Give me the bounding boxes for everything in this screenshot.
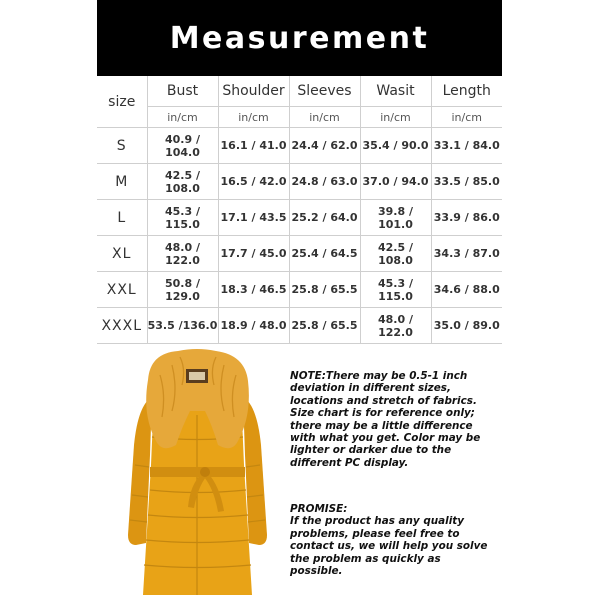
column-header-sleeves: Sleeves [289,76,360,107]
table-row [97,236,502,272]
table-cell: 34.6 / 88.0 [431,272,502,308]
unit-label: in/cm [431,107,502,128]
table-cell: 16.5 / 42.0 [218,164,289,200]
coat-product-image [120,345,275,600]
table-cell: 35.4 / 90.0 [360,128,431,164]
column-header-length: Length [431,76,502,107]
column-header-shoulder: Shoulder [218,76,289,107]
unit-label: in/cm [360,107,431,128]
size-column-header: size [97,76,147,128]
unit-label: in/cm [147,107,218,128]
size-label: XL [97,236,147,272]
table-cell: 50.8 / 129.0 [147,272,218,308]
page-title: Measurement [169,20,430,56]
table-cell: 17.7 / 45.0 [218,236,289,272]
table-cell: 33.9 / 86.0 [431,200,502,236]
table-row [97,200,502,236]
table-cell: 25.4 / 64.5 [289,236,360,272]
table-cell: 48.0 / 122.0 [360,308,431,344]
size-label: L [97,200,147,236]
size-label: S [97,128,147,164]
table-cell: 33.1 / 84.0 [431,128,502,164]
table-cell: 42.5 / 108.0 [147,164,218,200]
size-label: XXL [97,272,147,308]
title-banner [97,0,502,76]
table-row [97,308,502,344]
size-label: XXXL [97,308,147,344]
unit-label: in/cm [218,107,289,128]
table-cell: 40.9 / 104.0 [147,128,218,164]
table-cell: 53.5 /136.0 [147,308,218,344]
table-cell: 42.5 / 108.0 [360,236,431,272]
table-cell: 37.0 / 94.0 [360,164,431,200]
table-cell: 35.0 / 89.0 [431,308,502,344]
table-cell: 45.3 / 115.0 [360,272,431,308]
size-label: M [97,164,147,200]
table-cell: 33.5 / 85.0 [431,164,502,200]
table-cell: 24.4 / 62.0 [289,128,360,164]
size-chart-table [97,76,502,344]
table-row [97,272,502,308]
sizing-note: NOTE:There may be 0.5-1 inch deviation in different sizes, locations and stretch of fabrics. Size chart is for reference only; there may be a little difference with what you get. Color may be lighter or darker due to the different PC display. [290,370,481,469]
table-cell: 25.2 / 64.0 [289,200,360,236]
table-cell: 18.9 / 48.0 [218,308,289,344]
table-cell: 45.3 / 115.0 [147,200,218,236]
table-cell: 39.8 / 101.0 [360,200,431,236]
table-row [97,128,502,164]
table-cell: 48.0 / 122.0 [147,236,218,272]
table-cell: 25.8 / 65.5 [289,272,360,308]
promise-note: PROMISE: If the product has any quality problems, please feel free to contact us, we will help you solve the problem as quickly as possible. [290,503,488,578]
table-cell: 18.3 / 46.5 [218,272,289,308]
table-cell: 24.8 / 63.0 [289,164,360,200]
table-cell: 34.3 / 87.0 [431,236,502,272]
table-cell: 17.1 / 43.5 [218,200,289,236]
column-header-wasit: Wasit [360,76,431,107]
table-cell: 16.1 / 41.0 [218,128,289,164]
column-header-bust: Bust [147,76,218,107]
table-row [97,164,502,200]
unit-label: in/cm [289,107,360,128]
table-cell: 25.8 / 65.5 [289,308,360,344]
yellow-puffer-coat-icon [120,345,275,600]
